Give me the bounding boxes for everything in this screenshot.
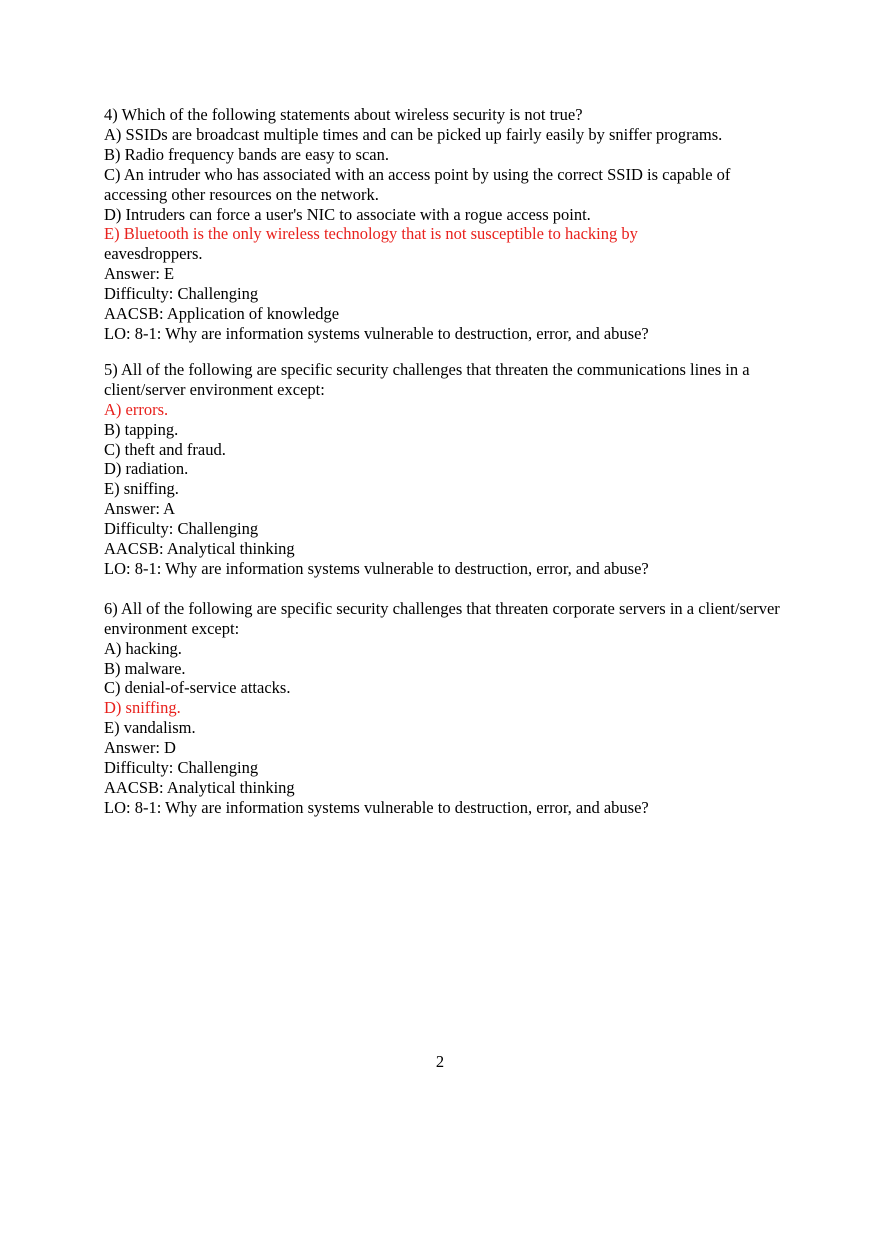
option-c: C) denial-of-service attacks.	[104, 678, 291, 698]
answer-line: Answer: A	[104, 499, 176, 519]
option-e-correct: E) Bluetooth is the only wireless technology that is not susceptible to hacking by	[104, 224, 638, 244]
question-stem: 5) All of the following are specific security challenges that threaten the communications lines in a client/server environment except:	[104, 359, 750, 399]
option-a: A) hacking.	[104, 638, 182, 658]
option-c: C) An intruder who has associated with an access point by using the correct SSID is capable of accessing other resources on the network.	[104, 164, 731, 204]
aacsb-line: AACSB: Analytical thinking	[104, 778, 295, 797]
answer-line: Answer: D	[104, 738, 176, 758]
option-d: D) Intruders can force a user's NIC to associate with a rogue access point.	[104, 204, 591, 224]
option-a: A) SSIDs are broadcast multiple times and can be picked up fairly easily by sniffer programs.	[104, 124, 723, 144]
difficulty-line: Difficulty: Challenging	[104, 284, 259, 304]
document-page	[104, 105, 784, 818]
difficulty-line: Difficulty: Challenging	[104, 519, 259, 539]
question-stem: 6) All of the following are specific security challenges that threaten corporate servers in a client/server environment except:	[104, 598, 780, 638]
question-4	[104, 105, 784, 344]
option-d-correct: D) sniffing.	[104, 698, 181, 718]
page-number: 2	[435, 1052, 445, 1071]
learning-objective-line: LO: 8-1: Why are information systems vulnerable to destruction, error, and abuse?	[104, 558, 649, 578]
option-b: B) tapping.	[104, 419, 179, 439]
question-stem: 4) Which of the following statements about wireless security is not true?	[104, 105, 583, 124]
option-c: C) theft and fraud.	[104, 439, 226, 459]
option-b: B) malware.	[104, 658, 186, 678]
difficulty-line: Difficulty: Challenging	[104, 758, 259, 778]
answer-line: Answer: E	[104, 264, 175, 284]
option-e: E) sniffing.	[104, 479, 179, 499]
question-6	[104, 599, 784, 818]
aacsb-line: AACSB: Analytical thinking	[104, 539, 295, 559]
learning-objective-line: LO: 8-1: Why are information systems vulnerable to destruction, error, and abuse?	[104, 323, 649, 343]
option-b: B) Radio frequency bands are easy to scan.	[104, 144, 389, 164]
question-5	[104, 360, 784, 579]
option-e: E) vandalism.	[104, 718, 196, 738]
option-d: D) radiation.	[104, 459, 189, 479]
aacsb-line: AACSB: Application of knowledge	[104, 304, 340, 324]
option-e-continuation: eavesdroppers.	[104, 244, 203, 264]
learning-objective-line: LO: 8-1: Why are information systems vulnerable to destruction, error, and abuse?	[104, 797, 649, 817]
option-a-correct: A) errors.	[104, 399, 169, 419]
